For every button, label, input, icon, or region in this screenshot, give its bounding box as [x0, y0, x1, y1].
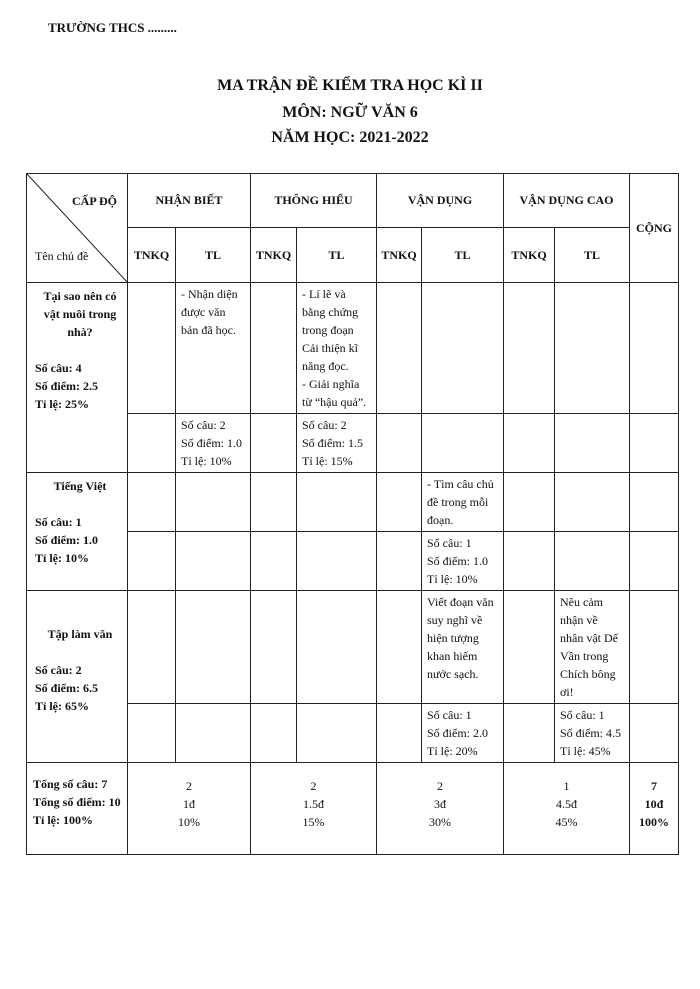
- school-name: TRƯỜNG THCS .........: [48, 20, 177, 35]
- topic2-vd-stats: Số câu: 1 Số điểm: 1.0 Tỉ lệ: 10%: [422, 532, 504, 591]
- doc-subject: MÔN: NGỮ VĂN 6: [282, 104, 418, 121]
- topic-points: Số điểm: 6.5: [35, 681, 98, 695]
- totals-van-dung: 2 3đ 30%: [377, 763, 504, 855]
- topic1-nb-description: - Nhận diện được văn bản đã học.: [176, 283, 251, 414]
- totals-van-dung-cao: 1 4.5đ 45%: [504, 763, 630, 855]
- topic-points: Số điểm: 1.0: [35, 533, 98, 547]
- topic-name-line: Tập làm văn: [47, 627, 113, 641]
- level-header-nhan-biet: NHẬN BIẾT: [128, 174, 251, 228]
- doc-title: MA TRẬN ĐỀ KIỂM TRA HỌC KÌ II: [217, 77, 483, 94]
- topic3-vd-description: Viết đoạn văn suy nghĩ về hiện tượng khan hiếm nước sạch.: [422, 591, 504, 704]
- sub-header-tnkq: TNKQ: [128, 228, 176, 283]
- corner-level-label: CẤP ĐỘ: [72, 194, 117, 208]
- sub-header-tnkq: TNKQ: [251, 228, 297, 283]
- level-header-thong-hieu: THÔNG HIỂU: [251, 174, 377, 228]
- topic-cell-tieng-viet: [27, 473, 128, 591]
- topic2-vd-description: - Tìm câu chủ đề trong mỗi đoạn.: [422, 473, 504, 532]
- topic-ratio: Tỉ lệ: 65%: [35, 699, 89, 713]
- totals-nhan-biet: 2 1đ 10%: [128, 763, 251, 855]
- topic3-vdc-description: Nêu cảm nhận về nhân vật Dế Vần trong Chích bông ơi!: [555, 591, 630, 704]
- level-header-van-dung-cao: VẬN DỤNG CAO: [504, 174, 630, 228]
- topic-name-line: Tại sao nên có: [43, 289, 117, 303]
- topic-name-line: Tiếng Việt: [53, 479, 107, 493]
- topic-name-line: nhà?: [67, 325, 93, 339]
- sub-header-tl: TL: [422, 228, 504, 283]
- doc-school-year: NĂM HỌC: 2021-2022: [271, 129, 429, 146]
- corner-topic-label: Tên chủ đề: [35, 249, 89, 263]
- topic-count: Số câu: 4: [35, 361, 82, 375]
- topic-cell-vat-nuoi: [27, 283, 128, 473]
- topic1-nb-stats: Số câu: 2 Số điểm: 1.0 Tỉ lệ: 10%: [176, 414, 251, 473]
- totals-thong-hieu: 2 1.5đ 15%: [251, 763, 377, 855]
- total-header: CỘNG: [630, 174, 679, 283]
- topic1-th-description: - Lí lẽ và bằng chứng trong đoạn Cải thiện kĩ năng đọc. - Giải nghĩa từ “hậu quả”.: [297, 283, 377, 414]
- topic-count: Số câu: 1: [35, 515, 82, 529]
- topic-cell-tap-lam-van: [27, 591, 128, 763]
- sub-header-tl: TL: [555, 228, 630, 283]
- sub-header-tnkq: TNKQ: [504, 228, 555, 283]
- topic3-vdc-stats: Số câu: 1 Số điểm: 4.5 Tỉ lệ: 45%: [555, 704, 630, 763]
- topic-points: Số điểm: 2.5: [35, 379, 98, 393]
- sub-header-tnkq: TNKQ: [377, 228, 422, 283]
- topic-count: Số câu: 2: [35, 663, 82, 677]
- totals-label-cell: Tổng số câu: 7 Tổng số điểm: 10 Tỉ lệ: 100%: [27, 763, 128, 855]
- corner-diagonal: [27, 174, 128, 283]
- sub-header-tl: TL: [176, 228, 251, 283]
- topic-ratio: Tỉ lệ: 25%: [35, 397, 89, 411]
- sub-header-tl: TL: [297, 228, 377, 283]
- topic-name-line: vật nuôi trong: [43, 307, 117, 321]
- topic1-th-stats: Số câu: 2 Số điểm: 1.5 Tỉ lệ: 15%: [297, 414, 377, 473]
- topic-ratio: Tỉ lệ: 10%: [35, 551, 89, 565]
- topic3-vd-stats: Số câu: 1 Số điểm: 2.0 Tỉ lệ: 20%: [422, 704, 504, 763]
- exam-matrix-table: [26, 173, 679, 855]
- level-header-van-dung: VẬN DỤNG: [377, 174, 504, 228]
- totals-all: 7 10đ 100%: [630, 763, 679, 855]
- table-corner-cell: [27, 174, 128, 283]
